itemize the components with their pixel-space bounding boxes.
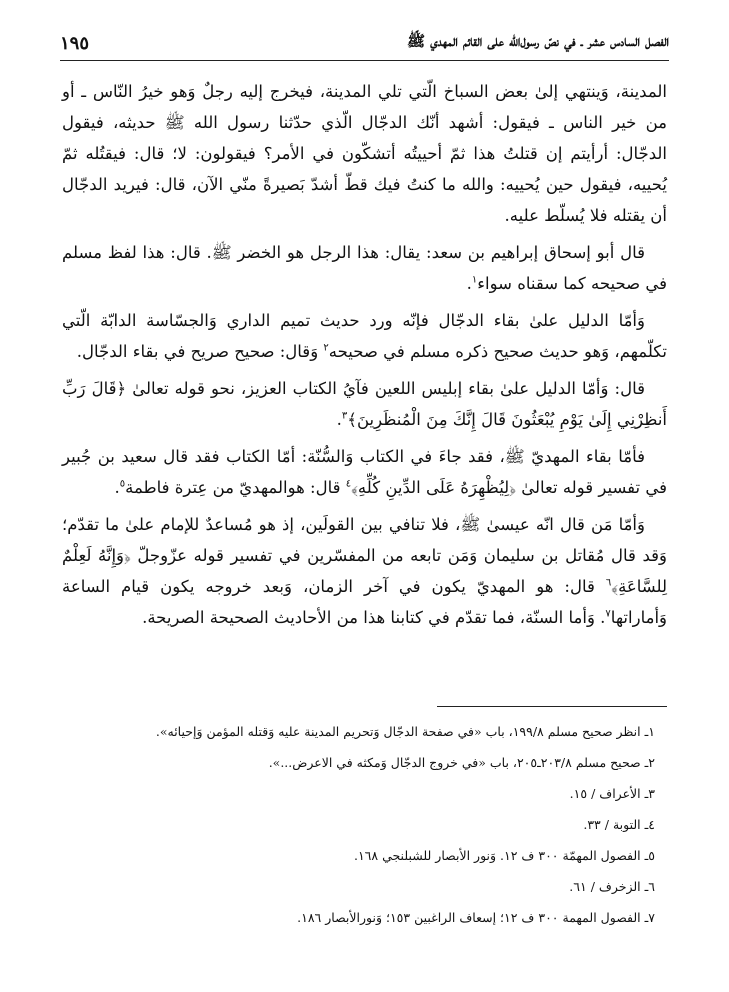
footnote: ٤ـ التوبة / ٣٣. (583, 817, 655, 832)
footnote: ٥ـ الفصول المهمّة ٣٠٠ ف ١٢. وَنور الأبصار للشبلنجي ١٦٨. (353, 848, 655, 863)
footnote-marker: ٤ (345, 478, 352, 490)
footnote: ٣ـ الأعراف / ١٥. (569, 786, 655, 801)
footnote: ١ـ انظر صحيح مسلم ١٩٩/٨، باب «في صفحة الدجّال وَتحريم المدينة عليه وَقتله المؤمن وَإحيائه». (155, 724, 655, 739)
running-header (60, 28, 669, 61)
footnote: ٢ـ صحيح مسلم ٢٠٣/٨ـ٢٠٥، باب «في خروج الدجّال وَمكثه في الاعرض...». (268, 755, 655, 770)
footnotes (62, 716, 655, 933)
paragraph: وَأمّا مَن قال انّه عيسىٰ ﷺ، فلا تنافي بين القولَين، إذ هو مُساعدٌ للإمام علىٰ ما تقدّم؛ وَقد قال مُقاتل بن سليمان وَمَن تابعه من المفسّرين في تفسير قوله عزّوجلّ ﴿وَإِنَّهُ لَعِلْمٌ لِلسَّاعَةِ﴾$^٦$ قال: هو المهديّ يكون في آخر الزمان، وَبعد خروجه يكون قيام الساعة وَأماراتها$^٧$. وَأما السنّة، فما تقدّم في كتابنا هذا من الأحاديث الصحيحة الصريحة. (62, 515, 667, 627)
footnote-marker: ١ (471, 274, 478, 286)
page-number: ١٩٥ (60, 32, 90, 54)
footnote-marker: ٥ (119, 478, 126, 490)
paragraph: المدينة، وَينتهي إلىٰ بعض السباخ الّتي تلي المدينة، فيخرج إليه رجلٌ وَهو خيرُ النّاس ـ أو من خير الناس ـ فيقول: أشهد أنّك الدجّال الّذي حدّثنا رسول الله ﷺ حديثه، فيقول الدجّال: أرأيتم إن قتلتُ هذا ثمّ أحييتُه أتشكّون في الأمر؟ فيقولون: لا؛ قال: فيقتُله ثمّ يُحييه، فيقول حين يُحييه: والله ما كنتُ فيك قطّ أشدّ بَصيرةً منّي الآن، قال: فيريد الدجّال أن يقتله فلا يُسلّط عليه. (62, 82, 667, 225)
chapter-title: الفصل السادس عشر ـ في نصّ رسول‌الله على القائم المهدي ﷺ (406, 32, 669, 50)
footnote-marker: ٣ (341, 410, 348, 422)
footnote-marker: ٢ (323, 342, 329, 354)
main-text (62, 76, 667, 639)
footnote-marker: ٧ (605, 608, 611, 620)
paragraph: قال أبو إسحاق إبراهيم بن سعد: يقال: هذا الرجل هو الخضر ﷺ. قال: هذا لفظ مسلم في صحيحه كما سقناه سواء$^١$. (62, 243, 667, 293)
footnote-separator (437, 706, 667, 707)
paragraph: وَأمّا الدليل علىٰ بقاء الدجّال فإنّه ورد حديث تميم الداري وَالجسّاسة الدابّة الّتي تكلّمهم، وَهو حديث صحيح ذكره مسلم في صحيحه$^٢$ وَقال: صحيح صريح في بقاء الدجّال. (62, 311, 667, 361)
footnote-marker: ٦ (605, 577, 612, 589)
paragraph: فأمّا بقاء المهديّ ﷺ، فقد جاءَ في الكتاب وَالسُّنّة: أمّا الكتاب فقد قال سعيد بن جُبير في تفسير قوله تعالىٰ ﴿لِيُظْهِرَهُ عَلَى الدِّينِ كُلِّهِ﴾$^٤$ قال: هوالمهديّ من عِترة فاطمة$^٥$. (62, 447, 667, 497)
footnote: ٦ـ الزخرف / ٦١. (569, 879, 655, 894)
paragraph: قال: وَأمّا الدليل علىٰ بقاء إبليس اللعين فآيُ الكتاب العزيز، نحو قوله تعالىٰ ﴿قَالَ رَبِّ أَنظِرْنِي إِلَىٰ يَوْمِ يُبْعَثُونَ قَالَ إِنَّكَ مِنَ الْمُنظَرِينَ﴾$^٣$. (62, 379, 667, 429)
footnote: ٧ـ الفصول المهمة ٣٠٠ ف ١٢؛ إسعاف الراغبين ١٥٣؛ وَنورالأبصار ١٨٦. (297, 910, 655, 925)
